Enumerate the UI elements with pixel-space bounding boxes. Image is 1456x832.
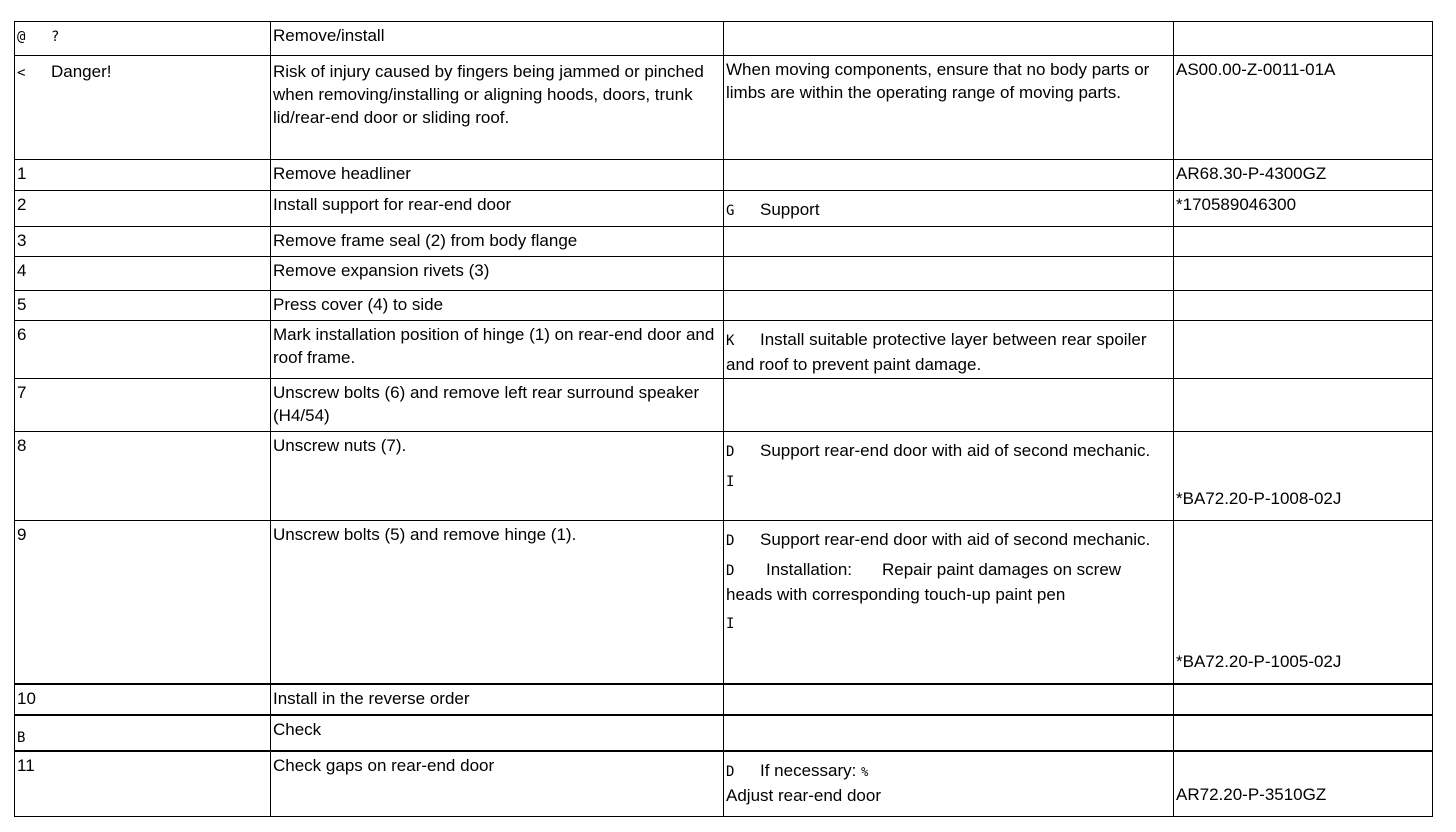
note-line: [726, 528, 1171, 553]
installation-label: Installation:: [766, 560, 852, 579]
notes-cell: [724, 379, 1174, 432]
action-cell: [271, 191, 724, 227]
table-row: [15, 521, 1433, 684]
action-cell: [271, 751, 724, 817]
reference-link[interactable]: AR68.30-P-4300GZ: [1176, 164, 1327, 183]
reference-cell: [1174, 227, 1433, 257]
note-line: [726, 611, 1171, 636]
action-text: Check gaps on rear-end door: [273, 755, 495, 775]
note-line: [726, 439, 1171, 464]
step-number: 9: [17, 525, 27, 544]
step-number: 3: [17, 231, 27, 250]
reference-cell: [1174, 432, 1433, 521]
note-icon: D: [726, 763, 735, 780]
reference-link[interactable]: *BA72.20-P-1008-02J: [1176, 489, 1342, 508]
notes-cell: [724, 751, 1174, 817]
table-row: [15, 684, 1433, 715]
table-row: [15, 379, 1433, 432]
notes-cell: [724, 321, 1174, 379]
note-icon: D: [726, 444, 735, 460]
action-text: Remove headliner: [273, 164, 411, 183]
note-icon: D: [726, 563, 735, 579]
table-row: [15, 291, 1433, 321]
action-cell: [271, 521, 724, 684]
step-number: 7: [17, 383, 27, 402]
step-cell: [15, 432, 271, 521]
reference-cell: [1174, 22, 1433, 56]
action-text: Press cover (4) to side: [273, 295, 444, 314]
step-cell: [15, 257, 271, 291]
reference-cell: [1174, 751, 1433, 817]
action-text: Risk of injury caused by fingers being jammed or pinched when removing/installing or aligning hoods, doors, trunk lid/rear-end door or sliding roof.: [273, 62, 704, 127]
action-cell: [271, 257, 724, 291]
note-line: [726, 759, 1171, 784]
action-text: Remove frame seal (2) from body flange: [273, 231, 578, 250]
action-cell: [271, 715, 724, 751]
step-cell: [15, 160, 271, 191]
note-line: [726, 784, 1171, 807]
action-text: Install in the reverse order: [273, 688, 470, 708]
table-row: [15, 321, 1433, 379]
link-symbol: %: [861, 764, 869, 779]
note-text: Support rear-end door with aid of second mechanic.: [760, 530, 1151, 549]
note-text: Adjust rear-end door: [726, 785, 881, 805]
action-text: Remove expansion rivets (3): [273, 261, 490, 280]
table-row: [15, 227, 1433, 257]
step-number: 1: [17, 164, 27, 183]
action-text: Check: [273, 719, 322, 739]
notes-cell: [724, 432, 1174, 521]
step-cell: [15, 227, 271, 257]
reference-cell: [1174, 291, 1433, 321]
reference-link[interactable]: AS00.00-Z-0011-01A: [1176, 60, 1336, 79]
step-cell: [15, 291, 271, 321]
reference-link[interactable]: *170589046300: [1176, 195, 1297, 214]
table-row: [15, 715, 1433, 751]
note-icon: D: [726, 533, 735, 549]
step-number: 2: [17, 195, 27, 214]
action-cell: [271, 379, 724, 432]
table-row: [15, 751, 1433, 817]
note-text: Install suitable protective layer between rear spoiler and roof to prevent paint damage.: [726, 330, 1147, 374]
step-number: 4: [17, 261, 27, 280]
reference-cell: [1174, 257, 1433, 291]
info-icon: I: [726, 474, 735, 490]
reference-cell: [1174, 321, 1433, 379]
check-icon: B: [17, 729, 26, 746]
step-cell: [15, 379, 271, 432]
reference-cell: [1174, 715, 1433, 751]
table-row: [15, 191, 1433, 227]
info-icon: I: [726, 616, 735, 632]
step-number: 6: [17, 325, 27, 344]
reference-cell: [1174, 379, 1433, 432]
table-row: [15, 257, 1433, 291]
notes-cell: [724, 684, 1174, 715]
reference-cell: [1174, 160, 1433, 191]
notes-cell: [724, 191, 1174, 227]
action-text: Install support for rear-end door: [273, 195, 512, 214]
action-text: Mark installation position of hinge (1) on rear-end door and roof frame.: [273, 325, 715, 367]
action-cell: [271, 684, 724, 715]
step-cell: [15, 715, 271, 751]
table-row: [15, 160, 1433, 191]
action-cell: [271, 432, 724, 521]
note-line: [726, 469, 1171, 494]
step-number: 11: [17, 755, 35, 775]
step-number: 8: [17, 436, 27, 455]
notes-cell: [724, 227, 1174, 257]
table-row: [15, 22, 1433, 56]
note-text: Support rear-end door with aid of second mechanic.: [760, 441, 1151, 460]
step-cell: [15, 684, 271, 715]
notes-cell: [724, 291, 1174, 321]
notes-cell: [724, 521, 1174, 684]
action-cell: [271, 56, 724, 160]
procedure-table: [14, 21, 1433, 817]
reference-link[interactable]: *BA72.20-P-1005-02J: [1176, 651, 1342, 671]
action-cell: [271, 22, 724, 56]
reference-link[interactable]: AR72.20-P-3510GZ: [1176, 785, 1327, 804]
table-row: [15, 56, 1433, 160]
step-cell: [15, 751, 271, 817]
step-number: 5: [17, 295, 27, 314]
caution-icon: K: [726, 333, 735, 349]
step-cell: [15, 56, 271, 160]
reference-cell: [1174, 56, 1433, 160]
action-cell: [271, 291, 724, 321]
action-text: Unscrew bolts (6) and remove left rear surround speaker (H4/54): [273, 383, 700, 425]
note-text: Repair paint damages on screw heads with corresponding touch-up paint pen: [726, 560, 1122, 604]
tool-icon: G: [726, 203, 735, 219]
action-cell: [271, 160, 724, 191]
note-text: Support: [760, 200, 820, 219]
notes-cell: [724, 257, 1174, 291]
action-text: Remove/install: [273, 26, 385, 45]
note-text: When moving components, ensure that no body parts or limbs are within the operating range of moving parts.: [726, 60, 1150, 102]
reference-cell: [1174, 684, 1433, 715]
if-necessary-label: If necessary:: [760, 760, 857, 780]
action-text: Unscrew nuts (7).: [273, 436, 407, 455]
note-line: [726, 558, 1171, 606]
notes-cell: [724, 160, 1174, 191]
notes-cell: [724, 56, 1174, 160]
reference-cell: [1174, 521, 1433, 684]
notes-cell: [724, 22, 1174, 56]
table-row: [15, 432, 1433, 521]
danger-icon: <: [17, 65, 26, 81]
action-text: Unscrew bolts (5) and remove hinge (1).: [273, 525, 577, 544]
step-cell: [15, 521, 271, 684]
at-symbol: @: [17, 29, 26, 45]
step-cell: [15, 321, 271, 379]
step-number: 10: [17, 688, 36, 708]
step-cell: [15, 22, 271, 56]
notes-cell: [724, 715, 1174, 751]
step-cell: [15, 191, 271, 227]
action-cell: [271, 321, 724, 379]
reference-cell: [1174, 191, 1433, 227]
question-symbol: ?: [51, 29, 60, 45]
action-cell: [271, 227, 724, 257]
danger-label: Danger!: [51, 62, 112, 81]
